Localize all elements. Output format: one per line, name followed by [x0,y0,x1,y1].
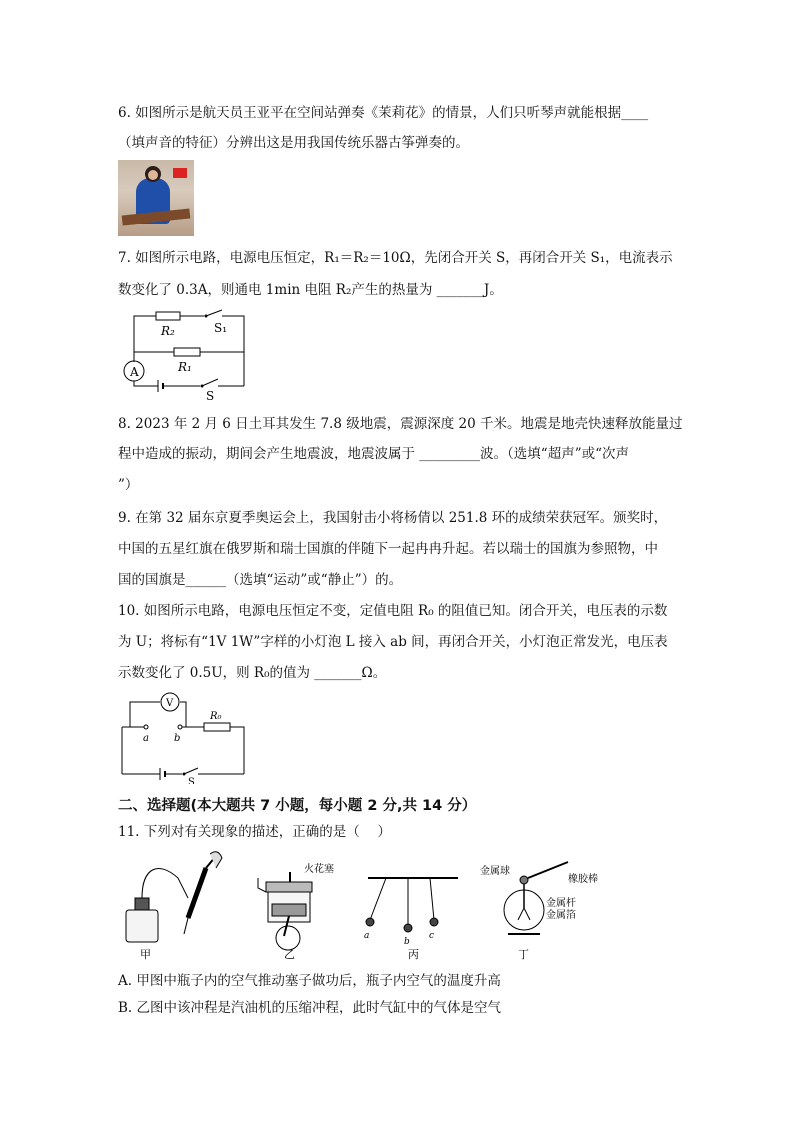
label-r2: R₂ [161,324,175,338]
wire-voltmeter-right [180,702,186,727]
q7-line-2: 数变化了 0.3A，则通电 1min 电阻 R₂产生的热量为 _______J。 [118,282,503,298]
q7-line-1: 7. 如图所示电路，电源电压恒定，R₁＝R₂＝10Ω，先闭合开关 S，再闭合开关 S₁，电流表示 [118,250,673,266]
bottle-stopper [135,898,149,910]
label-a: a [143,733,149,744]
figure-yi [258,872,312,950]
metal-ball [520,876,528,884]
q9-line-2: 中国的五星红旗在俄罗斯和瑞士国旗的伴随下一起冉冉升起。若以瑞士的国旗为参照物，中 [118,541,658,557]
astronaut-guzheng-photo [118,160,194,236]
q8-line-3: ”） [118,477,139,493]
switch-s [184,768,198,774]
q10-circuit-diagram [118,690,250,784]
resistor-r1 [174,348,200,356]
label-s: S [206,389,215,400]
thread-a [370,878,386,920]
q10-line-3: 示数变化了 0.5U，则 R₀的值为 _______Ω。 [118,665,387,681]
label-ball-a: a [364,931,370,941]
metal-foil-right [524,908,530,920]
q11-stem: 11. 下列对有关现象的描述，正确的是（ ） [118,824,392,840]
switch-s-pivot [201,385,204,388]
q8-line-1: 8. 2023 年 2 月 6 日土耳其发生 7.8 级地震，震源深度 20 千米。地震是地壳快速释放能量过 [118,416,683,432]
pump-nozzle [184,918,188,934]
thread-c [430,878,434,920]
label-rubber-rod: 橡胶棒 [568,874,598,885]
resistor-r2 [156,312,180,320]
q11-option-b: B. 乙图中该冲程是汽油机的压缩冲程，此时气缸中的气体是空气 [118,1000,502,1016]
switch-s-pivot [183,773,186,776]
switch-s1-pivot [205,315,208,318]
figure-bing [366,878,458,932]
astronaut-face [148,170,158,180]
label-jia: 甲 [140,948,151,961]
switch-s1 [206,310,222,316]
pump-hose [142,868,188,898]
q8-line-2: 程中造成的振动，期间会产生地震波，地震波属于 _________波。（选填“超声”或“次声 [118,446,629,462]
intake-valve [258,878,266,892]
section-2-title: 二、选择题(本大题共 7 小题，每小题 2 分,共 14 分） [118,798,477,814]
label-ball-c: c [429,931,435,941]
piston [272,904,306,916]
label-spark-plug: 火花塞 [304,864,334,875]
wire-bottom-left [134,381,158,386]
label-bing: 丙 [408,948,419,961]
q11-figures [118,848,618,964]
cylinder-head [266,882,312,892]
bottle [126,910,158,942]
wire-main-right [230,727,244,774]
wire-voltmeter-left [130,702,160,727]
q9-line-1: 9. 在第 32 届东京夏季奥运会上，我国射击小将杨倩以 251.8 环的成绩荣获冠军。颁奖时， [118,510,668,526]
label-ball-b: b [404,937,410,947]
resistor-r0 [204,723,230,731]
label-voltmeter: V [166,698,174,709]
label-ding: 丁 [518,948,529,961]
ball-c [430,918,438,926]
flag-patch [173,168,187,178]
switch-s [202,379,218,386]
q10-line-2: 为 U；将标有“1V 1W”字样的小灯泡 L 接入 ab 间，再闭合开关，小灯泡正常发光，电压表 [118,634,668,650]
terminal-a [144,725,148,729]
ball-a [366,918,374,926]
metal-foil-left [518,908,524,920]
pump-body [188,868,206,918]
label-metal-foil: 金属箔 [546,910,576,921]
crankshaft [276,926,300,950]
label-metal-rod: 金属杆 [546,898,576,909]
rubber-rod [528,862,568,878]
ball-b [404,924,412,932]
q9-line-3: 国的国旗是______（选填“运动”或“静止”）的。 [118,572,403,588]
q7-circuit-diagram [118,306,250,400]
q6-line-1: 6. 如图所示是航天员王亚平在空间站弹奏《茉莉花》的情景，人们只听琴声就能根据____ [118,105,649,121]
figure-jia [126,852,222,942]
label-ammeter: A [130,365,139,379]
wire-top-left [134,316,156,362]
q10-line-1: 10. 如图所示电路，电源电压恒定不变，定值电阻 R₀ 的阻值已知。闭合开关，电压表的示数 [118,603,668,619]
label-s: S [188,777,195,784]
q11-option-a: A. 甲图中瓶子内的空气推动塞子做功后，瓶子内空气的温度升高 [118,973,501,989]
terminal-b [178,725,182,729]
label-metal-ball: 金属球 [480,866,510,877]
label-b: b [174,733,181,744]
q6-line-2: （填声音的特征）分辨出这是用我国传统乐器古筝弹奏的。 [118,135,469,151]
label-r0: R₀ [210,711,222,722]
label-s1: S₁ [214,321,228,335]
label-r1: R₁ [178,360,192,374]
label-yi: 乙 [284,948,295,961]
